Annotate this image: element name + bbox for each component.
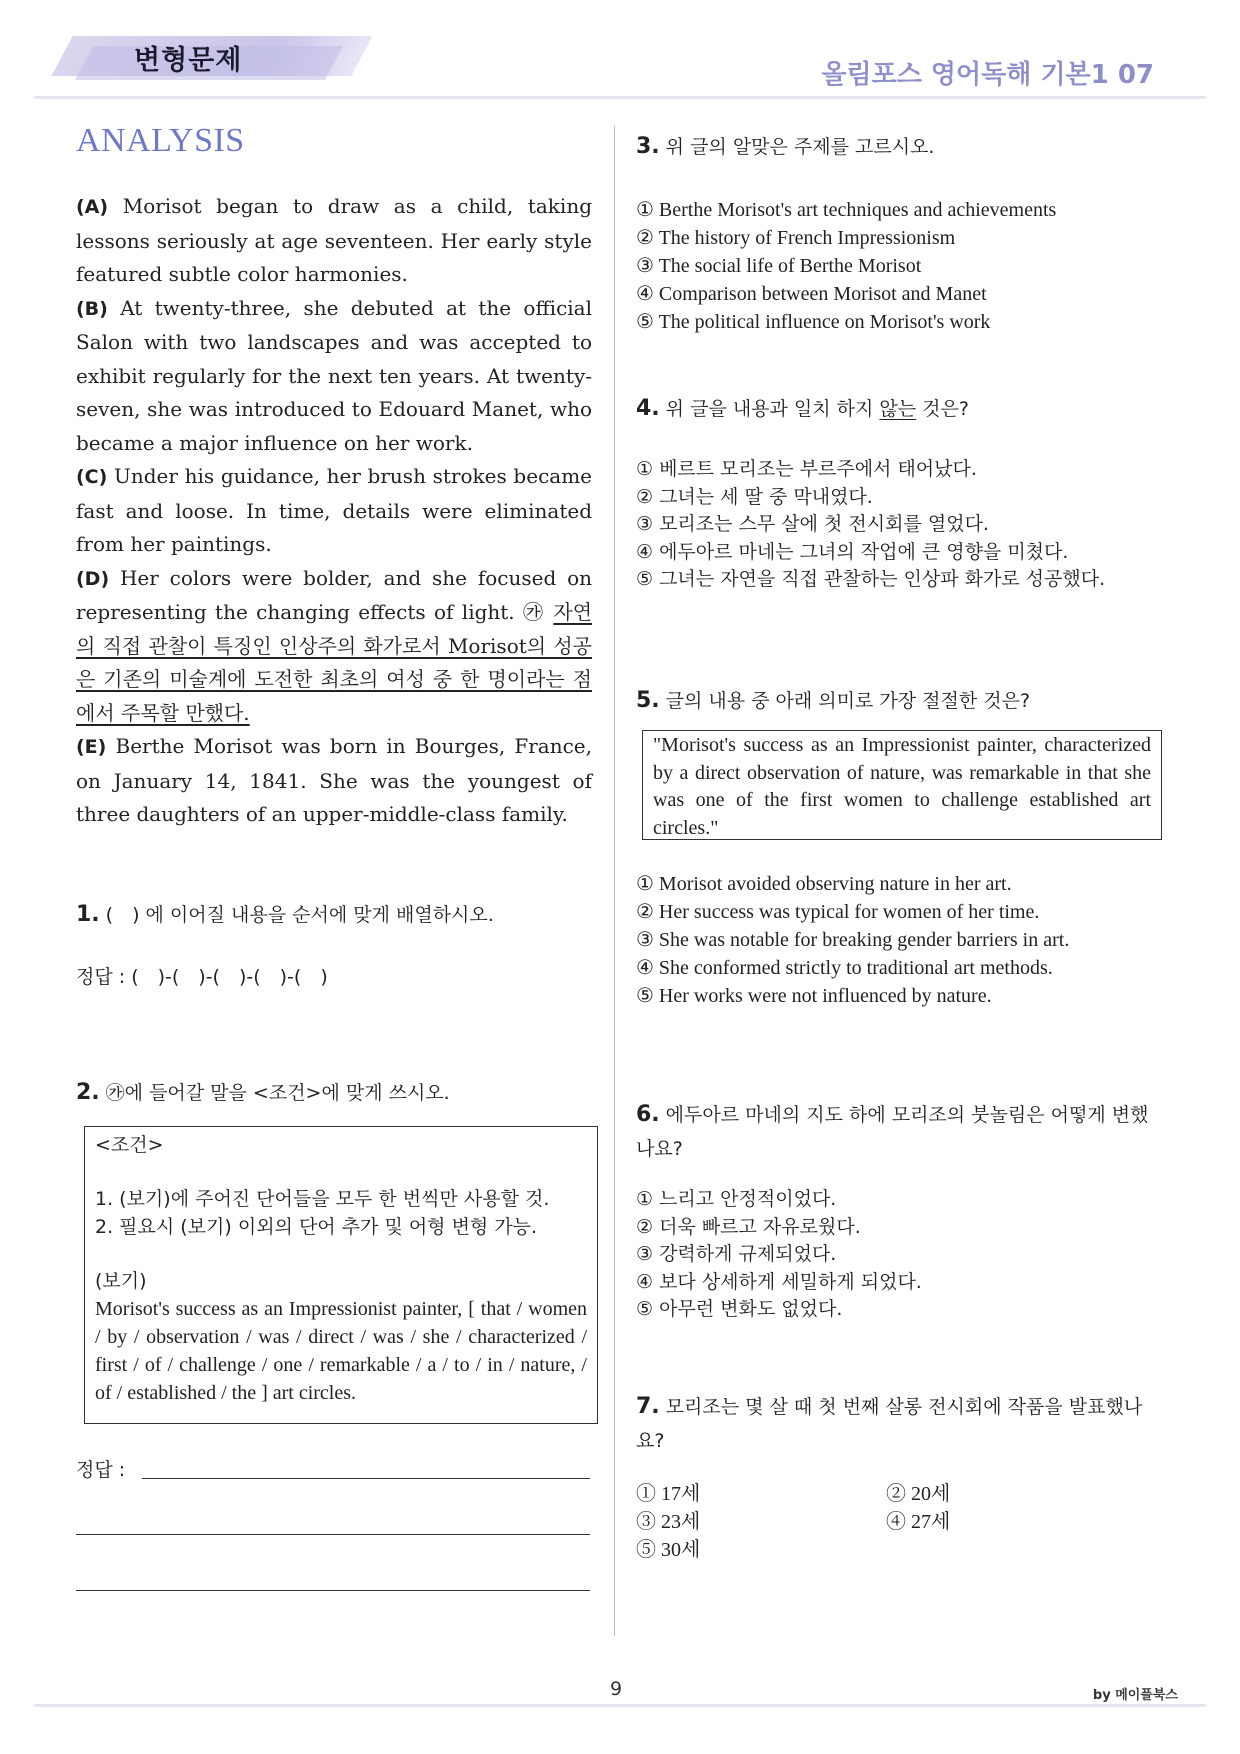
answer-line-3[interactable] [76,1590,590,1591]
question-4-text-pre: 위 글을 내용과 일치 하지 [665,398,880,420]
option[interactable]: ⑤ The political influence on Morisot's work [636,311,991,333]
option[interactable]: ④ 27세 [886,1511,951,1533]
passage-c-text: Under his guidance, her brush strokes became fast and loose. In time, details were eliminated from her paintings. [76,464,592,556]
header-title: 변형문제 [134,45,243,76]
question-6-number: 6. [636,1102,660,1127]
bogi-words: Morisot's success as an Impressionist painter, [ that / women / by / observation / was / direct / was / she / characterized / first / of / challenge / one / remarkable / a / to / in / nature, / of / established / the ] art circles. [95,1298,587,1404]
passage-d-text: Her colors were bolder, and she focused on representing the changing effects of light. [76,565,592,624]
option[interactable]: ③ She was notable for breaking gender barriers in art. [636,929,1070,951]
option[interactable]: ⑤ 아무런 변화도 없었다. [636,1298,843,1320]
passage-d [76,562,592,731]
condition-1: 1. (보기)에 주어진 단어들을 모두 한 번씩만 사용할 것. [95,1188,550,1210]
passage-a-label: (A) [76,196,109,218]
option[interactable]: ② Her success was typical for women of her time. [636,901,1040,923]
question-2-number: 2. [76,1080,100,1105]
question-2 [76,1078,450,1105]
question-2-text: ㉮에 들어갈 말을 <조건>에 맞게 쓰시오. [105,1082,450,1104]
option[interactable]: ⑤ Her works were not influenced by nature. [636,985,992,1007]
option[interactable]: ④ 에두아르 마네는 그녀의 작업에 큰 영향을 미쳤다. [636,540,1069,563]
option[interactable]: ⑤ 그녀는 자연을 직접 관찰하는 인상파 화가로 성공했다. [636,568,1106,590]
option[interactable]: ③ 모리조는 스무 살에 첫 전시회를 열었다. [636,513,989,535]
header-book-title: 올림포스 영어독해 기본1 07 [821,60,1154,90]
question-5-text: 글의 내용 중 아래 의미로 가장 절절한 것은? [665,690,1031,712]
option[interactable]: ⑤ 30세 [636,1539,701,1561]
option[interactable]: ④ Comparison between Morisot and Manet [636,283,987,305]
question-7 [636,1390,1156,1458]
option[interactable]: ③ 강력하게 규제되었다. [636,1243,837,1265]
column-divider [614,126,615,1636]
quote-box: "Morisot's success as an Impressionist painter, characterized by a direct observation of nature, was remarkable in that she was one of the first women to challenge established art circles." [642,730,1162,840]
option[interactable]: ② 더욱 빠르고 자유로웠다. [636,1215,861,1238]
option[interactable]: ② 20세 [886,1483,951,1505]
question-5-options [636,870,1156,1010]
question-5-number: 5. [636,688,660,713]
passage-e-text: Berthe Morisot was born in Bourges, France, on January 14, 1841. She was the youngest of three daughters of an upper-middle-class family. [76,734,592,826]
option[interactable]: ① Morisot avoided observing nature in her art. [636,873,1012,895]
question-4 [636,394,969,421]
question-3-number: 3. [636,134,660,159]
question-3-text: 위 글의 알맞은 주제를 고르시오. [665,136,935,158]
option[interactable]: ③ The social life of Berthe Morisot [636,255,922,277]
question-3 [636,132,934,159]
question-7-text: 모리조는 몇 살 때 첫 번째 살롱 전시회에 작품을 발표했나요? [636,1396,1143,1452]
passage-b-text: At twenty-three, she debuted at the official Salon with two landscapes and was accepted to exhibit regularly for the next ten years. At twenty-seven, she was introduced to Edouard Manet, who became a major influence on her work. [76,295,592,455]
passage-c-label: (C) [76,466,108,488]
question-7-number: 7. [636,1394,660,1419]
option[interactable]: ④ She conformed strictly to traditional art methods. [636,957,1053,979]
question-5 [636,686,1030,713]
publisher-byline: by 메이플북스 [1092,1688,1178,1703]
question-1-answer: 정답 : ( )-( )-( )-( )-( ) [76,966,328,988]
passage-e [76,730,592,832]
question-6-text: 에두아르 마네의 지도 하에 모리조의 붓놀림은 어떻게 변했나요? [636,1104,1149,1160]
question-6-options [636,1186,1156,1324]
analysis-title: ANALYSIS [76,122,245,159]
condition-box-title: <조건> [95,1134,164,1156]
option[interactable]: ① 느리고 안정적이었다. [636,1188,837,1210]
option[interactable]: ④ 보다 상세하게 세밀하게 되었다. [636,1270,922,1293]
passage-e-label: (E) [76,736,107,758]
question-4-text-underlined: 않는 [879,398,917,420]
footer-rule [34,1704,1206,1707]
bogi-label: (보기) [95,1270,147,1292]
answer-line-2[interactable] [76,1534,590,1535]
option[interactable]: ② 그녀는 세 딸 중 막내였다. [636,485,873,508]
option[interactable]: ③ 23세 [636,1511,701,1533]
passage-a [76,190,592,292]
question-2-answer-label: 정답 : [76,1459,126,1481]
passage-b [76,292,592,461]
blank-mark: ㉮ [523,600,546,624]
option[interactable]: ① Berthe Morisot's art techniques and achievements [636,199,1057,221]
passage-b-label: (B) [76,297,108,320]
question-4-options [636,456,1156,594]
header-rule [34,96,1206,99]
question-1-text: ( ) 에 이어질 내용을 순서에 맞게 배열하시오. [105,904,494,926]
option[interactable]: ① 베르트 모리조는 부르주에서 태어났다. [636,458,977,480]
passage-c [76,460,592,562]
left-column [76,122,592,832]
underlined-korean-sentence: 자연의 직접 관찰이 특징인 인상주의 화가로서 Morisot의 성공은 기존의 미술계에 도전한 최초의 여성 중 한 명이라는 점에서 주목할 만했다. [76,600,593,725]
condition-2: 2. 필요시 (보기) 이외의 단어 추가 및 어형 변형 가능. [95,1216,538,1238]
answer-line-1[interactable] [142,1478,590,1479]
question-1 [76,900,494,927]
passage-d-label: (D) [76,567,110,590]
question-4-number: 4. [636,396,660,421]
question-3-options [636,196,1156,336]
condition-box [84,1126,598,1424]
question-6 [636,1098,1156,1166]
page-number: 9 [610,1678,623,1700]
option[interactable]: ① 17세 [636,1483,701,1505]
passage-a-text: Morisot began to draw as a child, taking lessons seriously at age seventeen. Her early style featured subtle color harmonies. [76,194,593,286]
question-4-text-post: 것은? [916,398,969,420]
option[interactable]: ② The history of French Impressionism [636,227,956,249]
question-1-number: 1. [76,902,100,927]
